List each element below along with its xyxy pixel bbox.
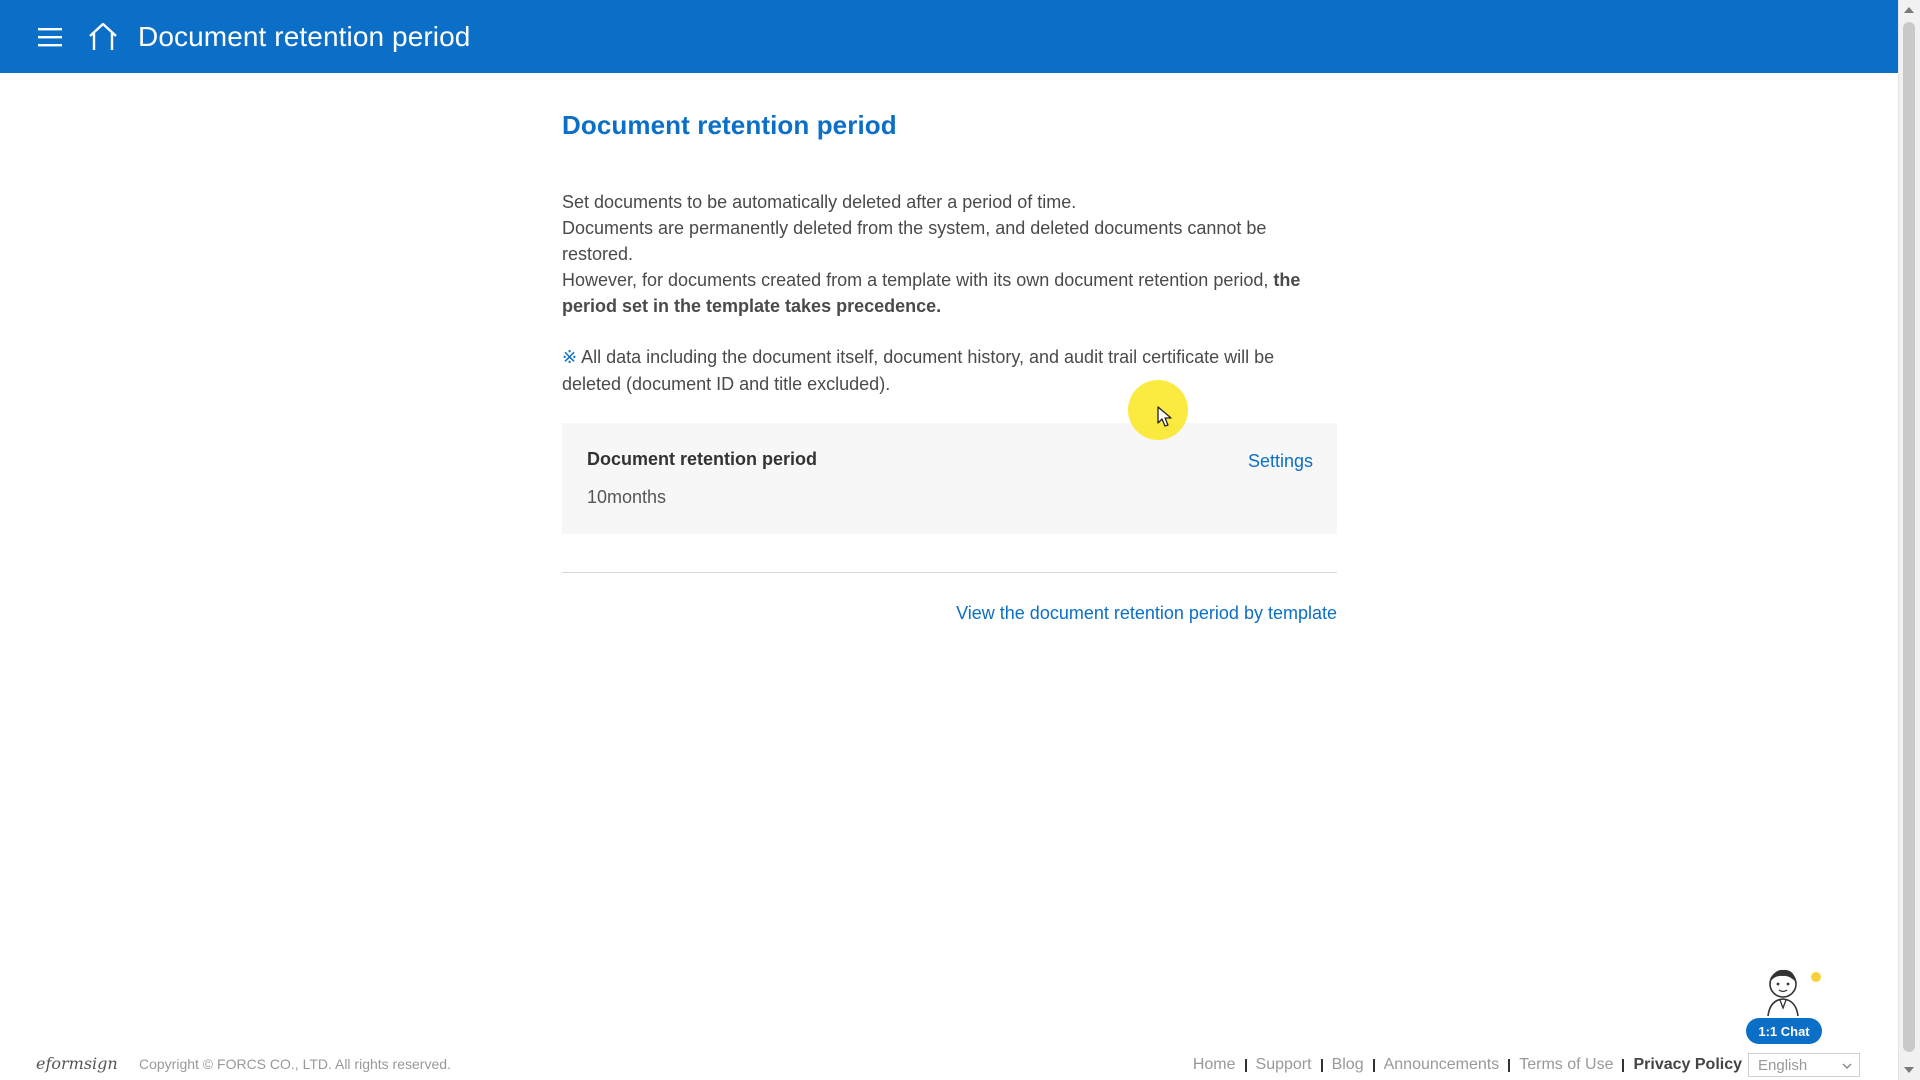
description-text: However, for documents created from a template with its own document retention period, <box>562 270 1274 290</box>
chat-button[interactable]: 1:1 Chat <box>1746 1018 1822 1044</box>
view-by-template-link[interactable]: View the document retention period by template <box>956 603 1337 623</box>
eformsign-logo: eformsign <box>36 1054 118 1073</box>
footer-link-announcements[interactable]: Announcements <box>1383 1056 1500 1073</box>
divider <box>562 572 1337 573</box>
footer-separator <box>1373 1059 1375 1072</box>
footer-link-home[interactable]: Home <box>1192 1056 1236 1073</box>
footer-links <box>1193 1056 1742 1074</box>
hamburger-menu-icon[interactable] <box>36 23 64 51</box>
footer-link-blog[interactable]: Blog <box>1331 1056 1364 1073</box>
chat-agent-icon <box>1744 966 1828 1022</box>
scroll-thumb[interactable] <box>1903 22 1915 1052</box>
footer-link-privacy[interactable]: Privacy Policy <box>1633 1056 1742 1073</box>
chevron-down-icon <box>1841 1059 1853 1076</box>
top-navigation-bar <box>0 0 1899 73</box>
footer-separator <box>1245 1059 1247 1072</box>
footer-separator <box>1321 1059 1323 1072</box>
language-value: English <box>1758 1057 1808 1074</box>
footer-link-terms[interactable]: Terms of Use <box>1519 1056 1614 1073</box>
home-icon[interactable] <box>86 20 120 54</box>
settings-link[interactable]: Settings <box>1247 451 1313 471</box>
deletion-note-text: All data including the document itself, document history, and audit trail certificate will be deleted (document ID and title excluded). <box>562 347 1275 394</box>
description-line: Set documents to be automatically deleted after a period of time. <box>562 192 1077 212</box>
footer-link-support[interactable]: Support <box>1255 1056 1312 1073</box>
footer-separator <box>1508 1059 1510 1072</box>
retention-period-label: Document retention period <box>587 449 818 469</box>
scroll-down-icon[interactable] <box>1904 1067 1914 1073</box>
vertical-scrollbar[interactable] <box>1898 0 1920 1080</box>
page-title: Document retention period <box>562 110 897 140</box>
copyright-text: Copyright © FORCS CO., LTD. All rights reserved. <box>139 1056 451 1072</box>
footer <box>0 1050 1899 1080</box>
scroll-up-icon[interactable] <box>1904 7 1914 13</box>
retention-period-value: 10months <box>587 487 667 507</box>
description <box>562 189 1337 319</box>
footer-separator <box>1622 1059 1624 1072</box>
description-line <box>562 267 1337 319</box>
main-content <box>562 110 1337 624</box>
deletion-note <box>562 344 1337 398</box>
retention-period-box <box>562 423 1337 534</box>
mouse-pointer-icon <box>1157 406 1173 433</box>
reference-mark-icon: ※ <box>562 347 578 367</box>
chat-widget[interactable] <box>1744 966 1828 1044</box>
header-title: Document retention period <box>138 20 471 52</box>
description-emphasis: the period set in the template takes precedence. <box>562 270 1301 316</box>
language-select[interactable] <box>1748 1053 1860 1077</box>
description-line: Documents are permanently deleted from the system, and deleted documents cannot be restored. <box>562 218 1267 264</box>
